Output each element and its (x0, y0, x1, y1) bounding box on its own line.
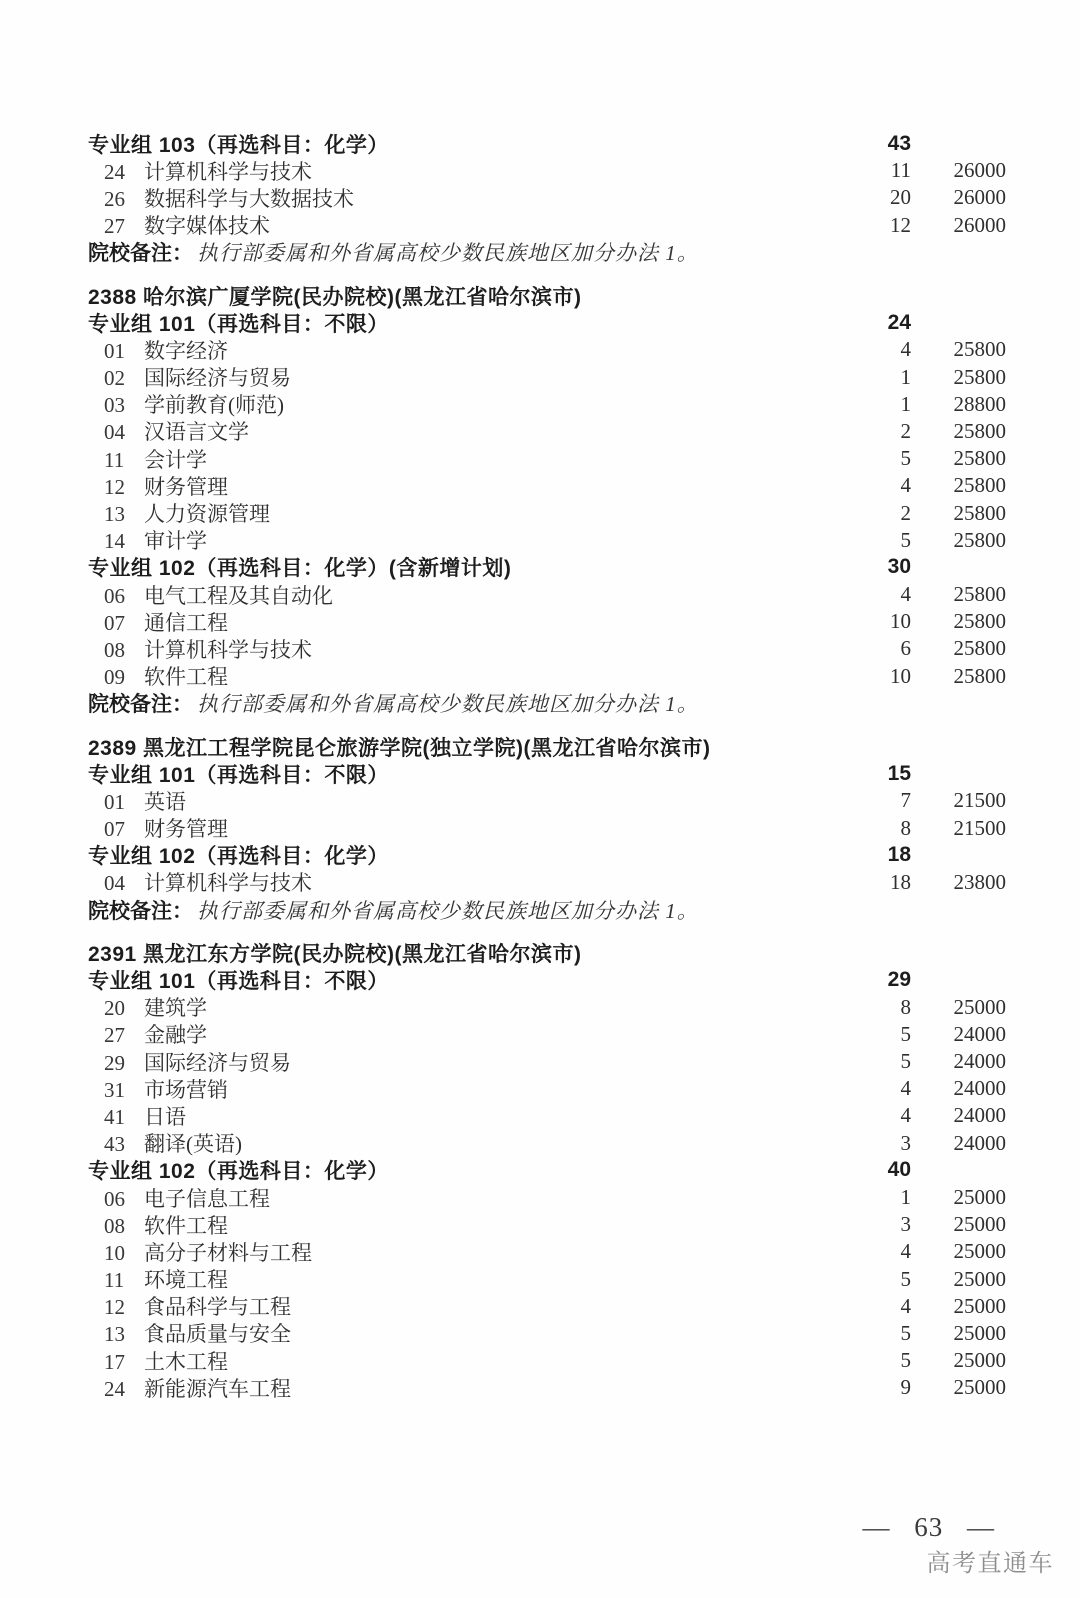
major-tuition-fee: 25000 (953, 1293, 1006, 1318)
major-label (88, 471, 847, 501)
major-name: 软件工程 (144, 1213, 228, 1238)
remark-text: 执行部委属和外省属高校少数民族地区加分办法 1。 (197, 241, 699, 266)
major-row (88, 445, 1006, 472)
major-tuition-fee: 25800 (953, 446, 1006, 471)
major-code: 03 (104, 393, 125, 418)
major-row (88, 1075, 1006, 1102)
major-plan-count: 5 (900, 527, 911, 552)
major-code: 06 (104, 583, 125, 608)
major-name: 翻译(英语) (144, 1132, 242, 1157)
group-header-label: 专业组 101（再选科目：不限） (88, 970, 389, 994)
major-label (88, 634, 847, 664)
major-code: 27 (104, 1023, 125, 1048)
major-label (88, 1291, 847, 1321)
major-tuition-fee: 25800 (953, 473, 1006, 498)
major-plan-count: 12 (890, 212, 911, 237)
major-row (88, 1048, 1006, 1075)
group-header-label: 专业组 101（再选科目：不限） (88, 312, 389, 336)
major-label (88, 498, 847, 528)
major-name: 土木工程 (144, 1349, 228, 1374)
major-tuition-fee: 25800 (953, 636, 1006, 661)
major-row (88, 635, 1006, 662)
major-plan-count: 2 (900, 418, 911, 443)
group-header-row (88, 309, 1006, 336)
major-code: 01 (104, 338, 125, 363)
major-code: 31 (104, 1077, 125, 1102)
group-plan-count: 29 (887, 968, 911, 992)
major-code: 41 (104, 1104, 125, 1129)
major-tuition-fee: 25000 (953, 1320, 1006, 1345)
major-row (88, 1130, 1006, 1157)
major-tuition-fee: 25000 (953, 1375, 1006, 1400)
major-row (88, 994, 1006, 1021)
major-tuition-fee: 26000 (953, 212, 1006, 237)
major-tuition-fee: 25800 (953, 663, 1006, 688)
major-plan-count: 5 (900, 1320, 911, 1345)
major-tuition-fee: 25800 (953, 582, 1006, 607)
major-code: 07 (104, 610, 125, 635)
school-block (88, 939, 1006, 1401)
group-header-label: 专业组 103（再选科目：化学） (88, 133, 389, 157)
major-code: 17 (104, 1349, 125, 1374)
school-remark-row (88, 896, 1006, 923)
major-row (88, 184, 1006, 211)
group-plan-count: 18 (887, 843, 911, 867)
school-header: 2388 哈尔滨广厦学院(民办院校)(黑龙江省哈尔滨市) (88, 285, 582, 309)
major-plan-count: 2 (900, 500, 911, 525)
major-label (88, 1318, 847, 1348)
major-label (88, 525, 847, 555)
school-block (88, 733, 1006, 923)
major-name: 新能源汽车工程 (144, 1376, 291, 1401)
major-plan-count: 8 (900, 994, 911, 1019)
group-header-row (88, 130, 1006, 157)
major-code: 08 (104, 1213, 125, 1238)
major-plan-count: 1 (900, 364, 911, 389)
major-tuition-fee: 25000 (953, 1239, 1006, 1264)
major-label (88, 1210, 847, 1240)
major-code: 24 (104, 1376, 125, 1401)
major-tuition-fee: 23800 (953, 869, 1006, 894)
major-code: 29 (104, 1050, 125, 1075)
major-row (88, 364, 1006, 391)
major-code: 07 (104, 817, 125, 842)
major-tuition-fee: 26000 (953, 158, 1006, 183)
major-row (88, 1320, 1006, 1347)
major-code: 26 (104, 186, 125, 211)
major-label (88, 183, 847, 213)
school-remark-row (88, 690, 1006, 717)
school-block (88, 130, 1006, 266)
major-name: 数字媒体技术 (144, 214, 270, 239)
major-label (88, 1074, 847, 1104)
major-code: 10 (104, 1240, 125, 1265)
major-label (88, 661, 847, 691)
group-header-row (88, 1157, 1006, 1184)
major-code: 14 (104, 529, 125, 554)
major-name: 计算机科学与技术 (144, 637, 312, 662)
major-code: 01 (104, 789, 125, 814)
major-tuition-fee: 24000 (953, 1021, 1006, 1046)
major-row (88, 1102, 1006, 1129)
major-row (88, 1266, 1006, 1293)
major-name: 国际经济与贸易 (144, 366, 291, 391)
major-code: 12 (104, 1295, 125, 1320)
major-row (88, 581, 1006, 608)
group-plan-count: 40 (887, 1158, 911, 1182)
major-code: 13 (104, 1322, 125, 1347)
major-row (88, 1293, 1006, 1320)
major-row (88, 472, 1006, 499)
major-plan-count: 11 (890, 158, 911, 183)
major-row (88, 418, 1006, 445)
major-name: 汉语言文学 (144, 420, 249, 445)
school-block (88, 282, 1006, 717)
major-label (88, 580, 847, 610)
remark-text: 执行部委属和外省属高校少数民族地区加分办法 1。 (197, 692, 699, 717)
major-name: 市场营销 (144, 1077, 228, 1102)
major-label (88, 607, 847, 637)
major-code: 04 (104, 871, 125, 896)
major-plan-count: 1 (900, 391, 911, 416)
major-plan-count: 8 (900, 815, 911, 840)
major-label (88, 786, 847, 816)
major-label (88, 1183, 847, 1213)
major-row (88, 787, 1006, 814)
major-name: 环境工程 (144, 1268, 228, 1293)
major-label (88, 1237, 847, 1267)
group-plan-count: 24 (887, 310, 911, 334)
major-plan-count: 4 (900, 1239, 911, 1264)
major-code: 02 (104, 366, 125, 391)
major-tuition-fee: 25000 (953, 1185, 1006, 1210)
major-label (88, 335, 847, 365)
major-row (88, 336, 1006, 363)
major-plan-count: 18 (890, 869, 911, 894)
major-label (88, 992, 847, 1022)
major-plan-count: 1 (900, 1185, 911, 1210)
major-name: 学前教育(师范) (144, 393, 284, 418)
major-tuition-fee: 24000 (953, 1076, 1006, 1101)
major-tuition-fee: 24000 (953, 1049, 1006, 1074)
group-header-label: 专业组 102（再选科目：化学） (88, 1160, 389, 1184)
major-name: 计算机科学与技术 (144, 159, 312, 184)
major-tuition-fee: 25800 (953, 418, 1006, 443)
major-plan-count: 5 (900, 1049, 911, 1074)
major-name: 会计学 (144, 447, 207, 472)
group-header-label: 专业组 101（再选科目：不限） (88, 763, 389, 787)
major-tuition-fee: 24000 (953, 1130, 1006, 1155)
major-row (88, 663, 1006, 690)
major-row (88, 1211, 1006, 1238)
major-row (88, 1374, 1006, 1401)
major-label (88, 1346, 847, 1376)
major-plan-count: 9 (900, 1375, 911, 1400)
major-label (88, 1019, 847, 1049)
major-row (88, 1347, 1006, 1374)
major-name: 金融学 (144, 1023, 207, 1048)
major-code: 08 (104, 637, 125, 662)
major-name: 食品质量与安全 (144, 1322, 291, 1347)
watermark-logo: 高考直通车 (926, 1550, 1054, 1577)
major-name: 财务管理 (144, 817, 228, 842)
major-label (88, 1128, 847, 1158)
major-plan-count: 4 (900, 1103, 911, 1128)
major-label (88, 416, 847, 446)
major-name: 数字经济 (144, 338, 228, 363)
major-code: 06 (104, 1186, 125, 1211)
major-name: 建筑学 (144, 996, 207, 1021)
group-plan-count: 43 (887, 131, 911, 155)
school-remark-row (88, 239, 1006, 266)
major-tuition-fee: 25000 (953, 994, 1006, 1019)
major-name: 食品科学与工程 (144, 1295, 291, 1320)
major-label (88, 444, 847, 474)
major-tuition-fee: 21500 (953, 815, 1006, 840)
remark-label: 院校备注： (88, 693, 193, 717)
major-code: 09 (104, 665, 125, 690)
major-name: 软件工程 (144, 665, 228, 690)
major-plan-count: 4 (900, 582, 911, 607)
major-name: 电气工程及其自动化 (144, 583, 333, 608)
major-tuition-fee: 26000 (953, 185, 1006, 210)
major-name: 审计学 (144, 529, 207, 554)
major-code: 24 (104, 159, 125, 184)
remark-label: 院校备注： (88, 242, 193, 266)
major-label (88, 362, 847, 392)
major-name: 国际经济与贸易 (144, 1050, 291, 1075)
major-plan-count: 5 (900, 1348, 911, 1373)
major-row (88, 157, 1006, 184)
school-header: 2389 黑龙江工程学院昆仑旅游学院(独立学院)(黑龙江省哈尔滨市) (88, 736, 711, 760)
major-plan-count: 5 (900, 1266, 911, 1291)
major-name: 日语 (144, 1104, 186, 1129)
group-header-row (88, 842, 1006, 869)
group-plan-count: 15 (887, 761, 911, 785)
major-row (88, 527, 1006, 554)
major-row (88, 1021, 1006, 1048)
major-label (88, 156, 847, 186)
major-label (88, 1101, 847, 1131)
admission-plan-list (88, 130, 1006, 1417)
group-header-row (88, 760, 1006, 787)
major-code: 27 (104, 214, 125, 239)
group-plan-count: 30 (887, 555, 911, 579)
major-name: 英语 (144, 789, 186, 814)
major-name: 财务管理 (144, 474, 228, 499)
major-plan-count: 3 (900, 1212, 911, 1237)
major-plan-count: 10 (890, 609, 911, 634)
major-plan-count: 3 (900, 1130, 911, 1155)
major-row (88, 212, 1006, 239)
major-tuition-fee: 25800 (953, 609, 1006, 634)
major-plan-count: 10 (890, 663, 911, 688)
major-code: 11 (104, 447, 125, 472)
remark-label: 院校备注： (88, 899, 193, 923)
major-label (88, 1047, 847, 1077)
major-plan-count: 4 (900, 1293, 911, 1318)
major-row (88, 815, 1006, 842)
major-label (88, 1264, 847, 1294)
major-tuition-fee: 25800 (953, 527, 1006, 552)
major-code: 43 (104, 1132, 125, 1157)
major-plan-count: 7 (900, 788, 911, 813)
major-name: 通信工程 (144, 610, 228, 635)
group-header-label: 专业组 102（再选科目：化学） (88, 845, 389, 869)
major-code: 11 (104, 1268, 125, 1293)
major-code: 12 (104, 474, 125, 499)
major-plan-count: 4 (900, 337, 911, 362)
major-row (88, 1184, 1006, 1211)
major-label (88, 389, 847, 419)
major-label (88, 1373, 847, 1403)
major-tuition-fee: 24000 (953, 1103, 1006, 1128)
major-code: 13 (104, 502, 125, 527)
major-plan-count: 5 (900, 1021, 911, 1046)
major-plan-count: 6 (900, 636, 911, 661)
major-row (88, 1238, 1006, 1265)
major-name: 电子信息工程 (144, 1186, 270, 1211)
major-plan-count: 20 (890, 185, 911, 210)
major-row (88, 608, 1006, 635)
major-tuition-fee: 28800 (953, 391, 1006, 416)
major-code: 04 (104, 420, 125, 445)
major-plan-count: 4 (900, 473, 911, 498)
school-header: 2391 黑龙江东方学院(民办院校)(黑龙江省哈尔滨市) (88, 942, 582, 966)
major-tuition-fee: 25000 (953, 1266, 1006, 1291)
major-plan-count: 4 (900, 1076, 911, 1101)
major-name: 计算机科学与技术 (144, 871, 312, 896)
page-number: — 63 — (862, 1512, 995, 1542)
major-tuition-fee: 25800 (953, 337, 1006, 362)
major-plan-count: 5 (900, 446, 911, 471)
major-name: 数据科学与大数据技术 (144, 186, 354, 211)
major-name: 高分子材料与工程 (144, 1240, 312, 1265)
major-row (88, 391, 1006, 418)
major-tuition-fee: 21500 (953, 788, 1006, 813)
group-header-row (88, 554, 1006, 581)
major-label (88, 210, 847, 240)
major-tuition-fee: 25000 (953, 1348, 1006, 1373)
major-tuition-fee: 25800 (953, 364, 1006, 389)
group-header-label: 专业组 102（再选科目：化学）(含新增计划) (88, 557, 512, 581)
major-tuition-fee: 25800 (953, 500, 1006, 525)
major-label (88, 867, 847, 897)
group-header-row (88, 966, 1006, 993)
major-label (88, 813, 847, 843)
remark-text: 执行部委属和外省属高校少数民族地区加分办法 1。 (197, 898, 699, 923)
major-tuition-fee: 25000 (953, 1212, 1006, 1237)
major-code: 20 (104, 996, 125, 1021)
major-row (88, 499, 1006, 526)
major-row (88, 869, 1006, 896)
major-name: 人力资源管理 (144, 502, 270, 527)
